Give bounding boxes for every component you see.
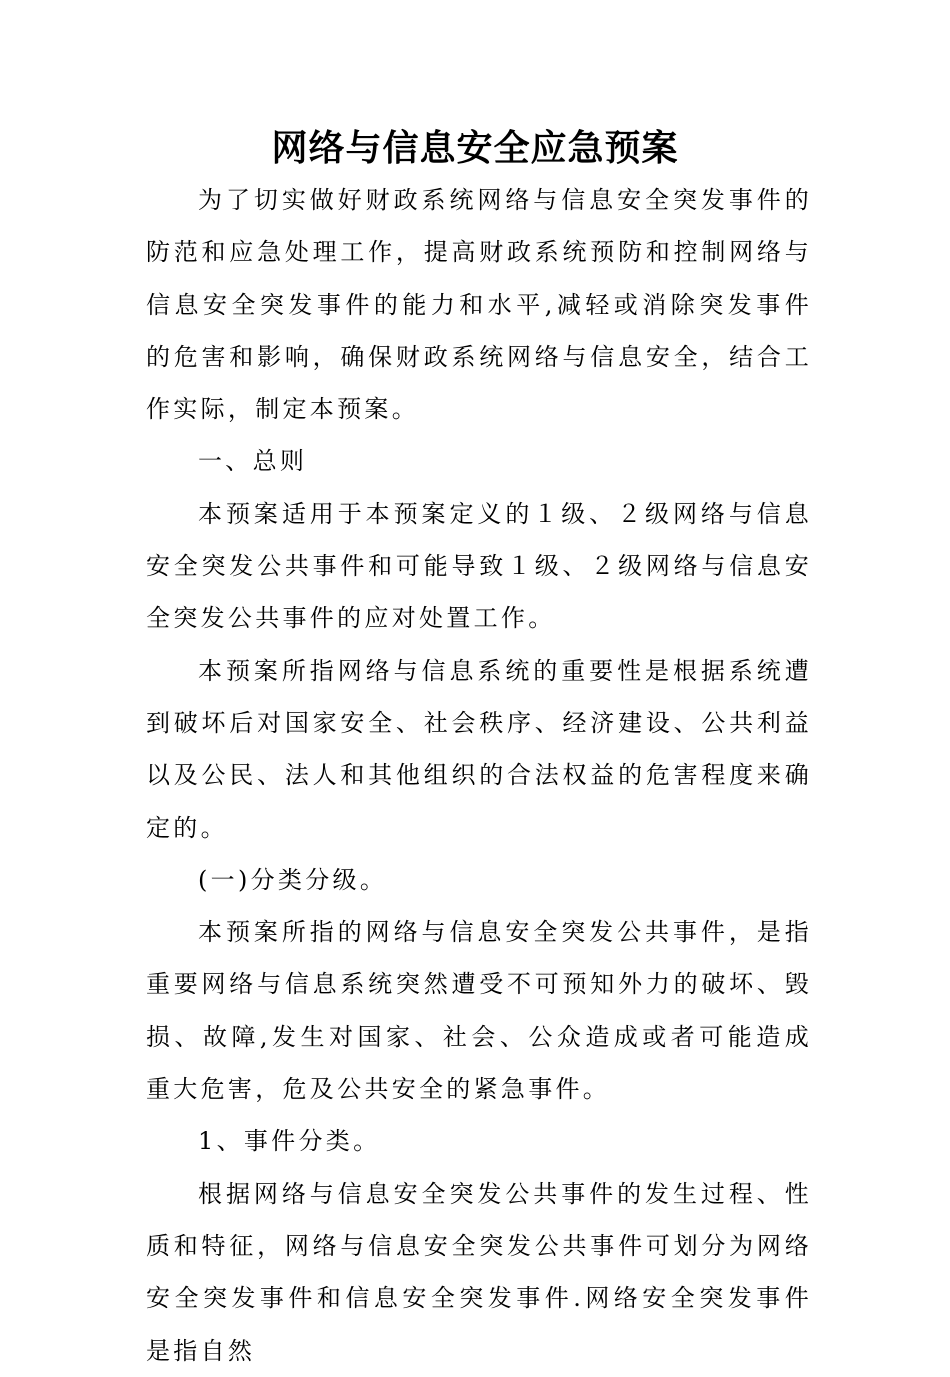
paragraph-scope: 本预案适用于本预案定义的１级、２级网络与信息安全突发公共事件和可能导致１级、２级网络与信息安全突发公共事件的应对处置工作。: [146, 499, 812, 633]
paragraph-definition: 本预案所指的网络与信息安全突发公共事件，是指重要网络与信息系统突然遭受不可预知外力的破坏、毁损、故障,发生对国家、社会、公众造成或者可能造成重大危害，危及公共安全的紧急事件。: [146, 918, 812, 1104]
heading-classification: (一)分类分级。: [198, 865, 388, 894]
heading-event-types: 1、事件分类。: [198, 1127, 381, 1156]
paragraph-importance: 本预案所指网络与信息系统的重要性是根据系统遭到破坏后对国家安全、社会秩序、经济建设、公共利益以及公民、法人和其他组织的合法权益的危害程度来确定的。: [146, 656, 812, 842]
heading-general-principles: 一、总则: [198, 447, 308, 476]
document-body: [146, 174, 812, 1377]
paragraph-event-types: 根据网络与信息安全突发公共事件的发生过程、性质和特征，网络与信息安全突发公共事件可划分为网络安全突发事件和信息安全突发事件.网络安全突发事件是指自然: [146, 1179, 812, 1365]
document-title: 网络与信息安全应急预案: [271, 127, 679, 169]
paragraph-intro: 为了切实做好财政系统网络与信息安全突发事件的防范和应急处理工作，提高财政系统预防和控制网络与信息安全突发事件的能力和水平,减轻或消除突发事件的危害和影响，确保财政系统网络与信息安全，结合工作实际，制定本预案。: [146, 186, 812, 424]
